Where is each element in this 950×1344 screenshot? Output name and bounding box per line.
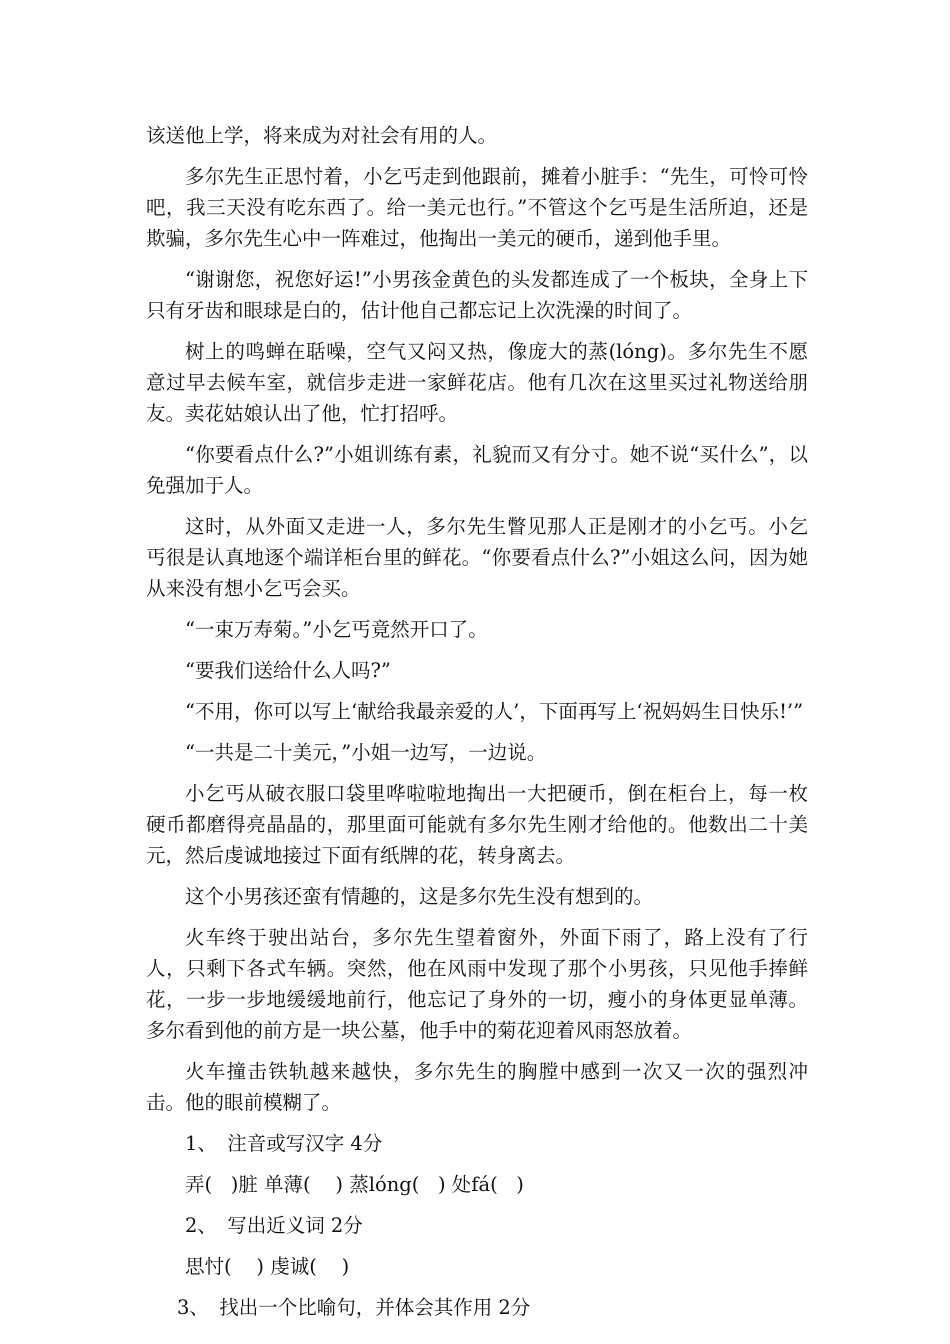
question-2-heading: [146, 1210, 808, 1241]
paragraph: “一束万寿菊。”小乞丐竟然开口了。: [185, 618, 488, 641]
paragraph: “要我们送给什么人吗?”: [185, 659, 391, 682]
paragraph: 这个小男孩还蛮有情趣的，这是多尔先生没有想到的。: [185, 885, 654, 908]
question-number: 2、: [185, 1214, 217, 1237]
paragraph: “一共是二十美元，”小姐一边写，一边说。: [185, 741, 547, 764]
question-1-heading: [146, 1128, 808, 1159]
paragraph: 火车终于驶出站台，多尔先生望着窗外，外面下雨了，路上没有了行人，只剩下各式车辆。突然，他在风雨中发现了那个小男孩，只见他手捧鲜花，一步一步地缓缓地前行，他忘记了身外的一切，瘦小的身体更显单薄。多尔看到他的前方是一块公墓，他手中的菊花迎着风雨怒放着。: [146, 926, 808, 1042]
paragraph: “谢谢您，祝您好运!”小男孩金黄色的头发都连成了一个板块，全身上下只有牙齿和眼球是白的，估计他自己都忘记上次洗澡的时间了。: [146, 268, 808, 322]
question-title: 找出一个比喻句，并体会其作用 2分: [219, 1296, 531, 1319]
question-3-heading: [146, 1292, 808, 1323]
question-2-body: 思忖( ) 虔诚( ): [185, 1255, 350, 1278]
question-number: 3、: [177, 1296, 209, 1319]
paragraph: 这时，从外面又走进一人，多尔先生瞥见那人正是刚才的小乞丐。小乞丐很是认真地逐个端详柜台里的鲜花。“你要看点什么?”小姐这么问，因为她从来没有想小乞丐会买。: [146, 515, 808, 600]
question-title: 注音或写汉字 4分: [227, 1132, 383, 1155]
paragraph: “你要看点什么?”小姐训练有素，礼貌而又有分寸。她不说“买什么”，以免强加于人。: [146, 443, 808, 497]
question-title: 写出近义词 2分: [227, 1214, 363, 1237]
paragraph: 火车撞击铁轨越来越快，多尔先生的胸膛中感到一次又一次的强烈冲击。他的眼前模糊了。: [146, 1060, 808, 1114]
paragraph: “不用，你可以写上‘献给我最亲爱的人’，下面再写上‘祝妈妈生日快乐!’”: [185, 700, 804, 723]
question-1-body: 弄( )脏 单薄( ) 蒸lóng( ) 处fá( ): [185, 1173, 524, 1196]
paragraph: 该送他上学，将来成为对社会有用的人。: [146, 124, 498, 147]
document-body: [146, 120, 808, 1333]
paragraph: 多尔先生正思忖着，小乞丐走到他跟前，摊着小脏手：“先生，可怜可怜吧，我三天没有吃东西了。给一美元也行。”不管这个乞丐是生活所迫，还是欺骗，多尔先生心中一阵难过，他掏出一美元的硬币，递到他手里。: [146, 165, 808, 250]
paragraph: 树上的鸣蝉在聒噪，空气又闷又热，像庞大的蒸(lóng)。多尔先生不愿意过早去候车室，就信步走进一家鲜花店。他有几次在这里买过礼物送给朋友。卖花姑娘认出了他，忙打招呼。: [146, 340, 808, 425]
paragraph: 小乞丐从破衣服口袋里哗啦啦地掏出一大把硬币，倒在柜台上，每一枚硬币都磨得亮晶晶的，那里面可能就有多尔先生刚才给他的。他数出二十美元，然后虔诚地接过下面有纸牌的花，转身离去。: [146, 782, 808, 867]
question-number: 1、: [185, 1132, 217, 1155]
